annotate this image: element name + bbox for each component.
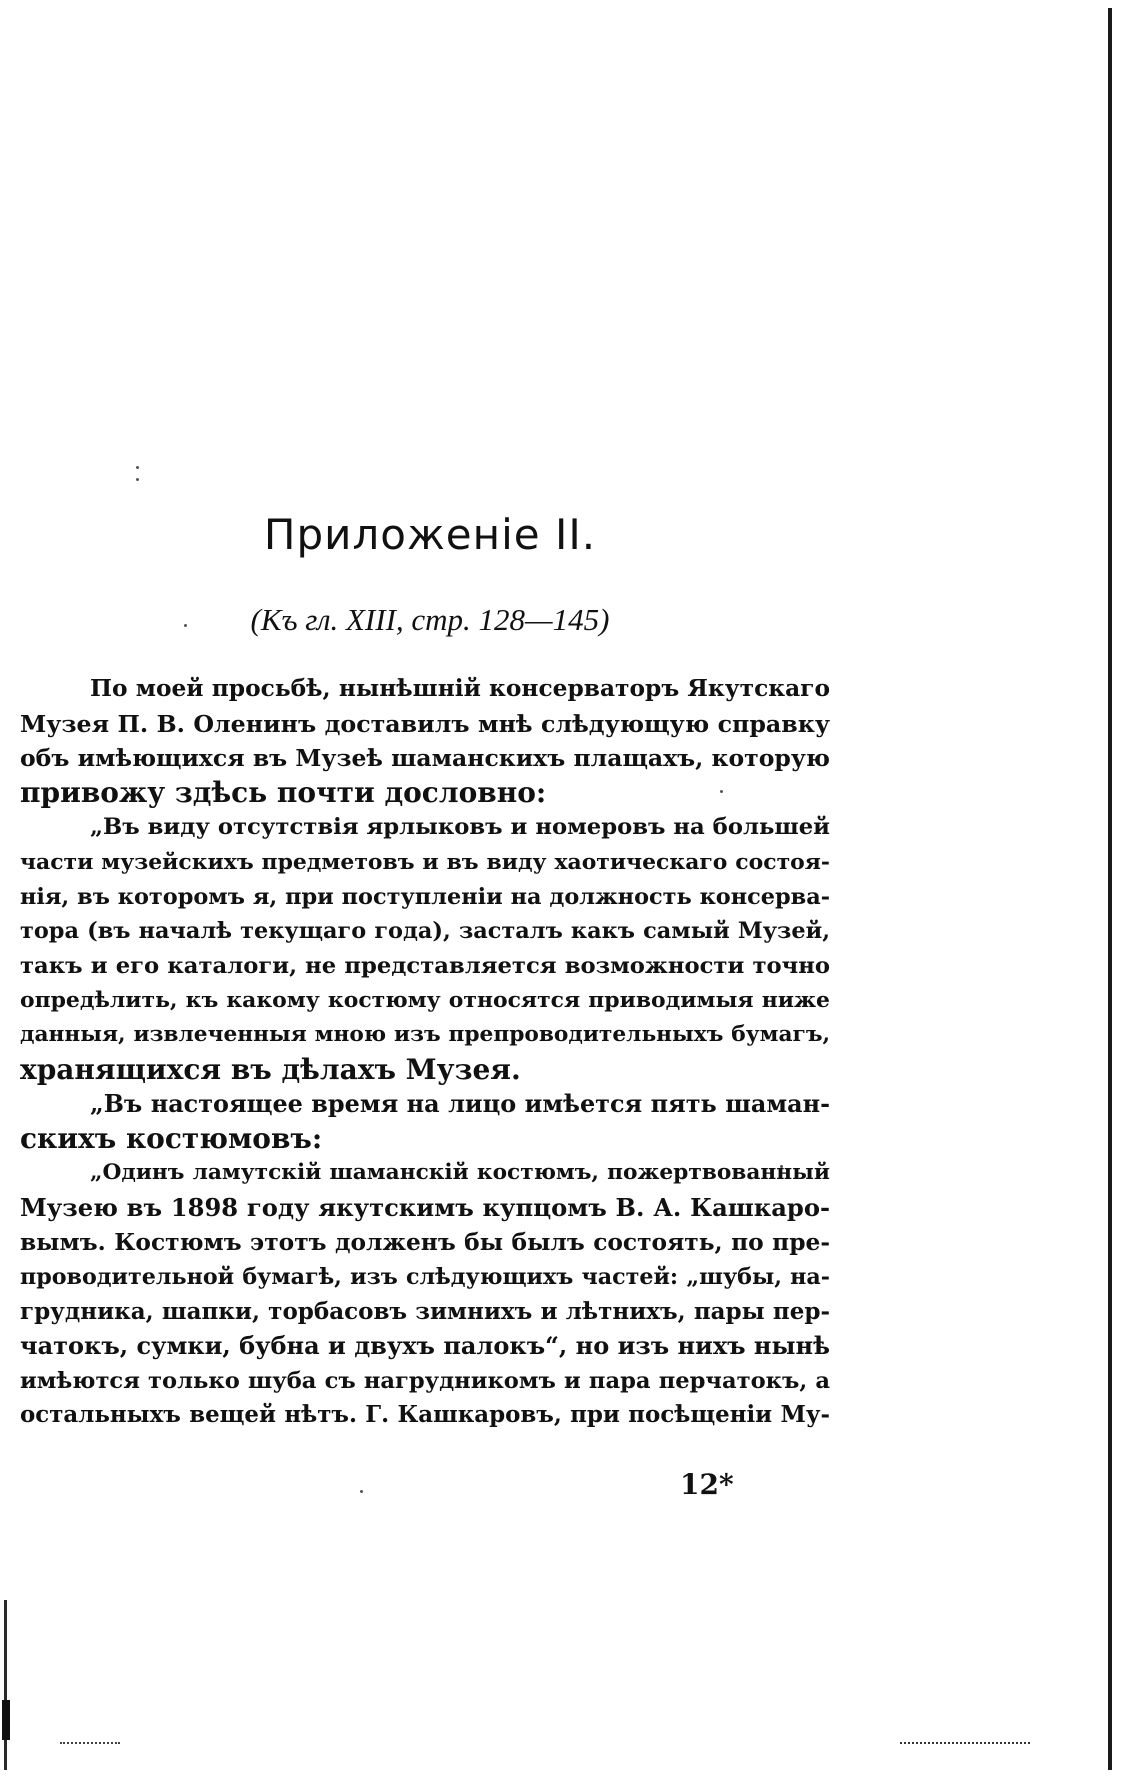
appendix-title: Приложеніе II. xyxy=(263,510,597,559)
scan-edge-right xyxy=(1108,8,1112,1770)
scan-mark-left xyxy=(2,1700,10,1740)
scan-speck xyxy=(136,466,139,469)
text-line: вымъ. Костюмъ этотъ долженъ бы былъ состоять, по пре- xyxy=(20,1228,830,1256)
text-line: нія, въ которомъ я, при поступленіи на должность консерва- xyxy=(20,883,830,910)
text-line: „Въ виду отсутствія ярлыковъ и номеровъ на большей xyxy=(90,814,830,841)
paragraph xyxy=(20,810,830,1087)
text-line: грудника, шапки, торбасовъ зимнихъ и лѣтнихъ, пары пер- xyxy=(20,1297,830,1325)
text-line: чатокъ, сумки, бубна и двухъ палокъ“, но изъ нихъ нынѣ xyxy=(20,1331,830,1361)
text-line: тора (въ началѣ текущаго года), засталъ какъ самый Музей, xyxy=(20,918,830,945)
text-line: „Одинъ ламутскій шаманскій костюмъ, пожертвованный xyxy=(90,1160,830,1186)
text-line: части музейскихъ предметовъ и въ виду хаотическаго состоя- xyxy=(20,848,830,875)
text-line: такъ и его каталоги, не представляется возможности точно xyxy=(20,952,830,979)
scan-speck xyxy=(136,478,139,481)
text-line: скихъ костюмовъ: xyxy=(20,1121,323,1155)
text-line: объ имѣющихся въ Музеѣ шаманскихъ плащахъ, которую xyxy=(20,744,830,773)
body-text xyxy=(20,672,830,1433)
text-line: хранящихся въ дѣлахъ Музея. xyxy=(20,1052,521,1086)
page-number: 12* xyxy=(680,1468,734,1501)
paragraph xyxy=(20,1156,830,1433)
text-line: имѣются только шуба съ нагрудникомъ и пара перчатокъ, а xyxy=(20,1367,830,1394)
paragraph xyxy=(20,672,830,810)
scan-speck xyxy=(360,1490,363,1493)
scan-dots-bottom-left xyxy=(60,1742,120,1746)
appendix-reference: (Къ гл. XIII, стр. 128—145) xyxy=(250,602,610,637)
paragraph xyxy=(20,1087,830,1156)
scan-dots-bottom-right xyxy=(900,1742,1030,1746)
text-line: привожу здѣсь почти дословно: xyxy=(20,775,547,809)
text-line: По моей просьбѣ, нынѣшній консерваторъ Якутскаго xyxy=(90,675,830,702)
text-line: проводительной бумагѣ, изъ слѣдующихъ частей: „шубы, на- xyxy=(20,1264,830,1291)
text-line: остальныхъ вещей нѣтъ. Г. Кашкаровъ, при посѣщеніи Му- xyxy=(20,1401,830,1429)
text-line: опредѣлить, къ какому костюму относятся приводимыя ниже xyxy=(20,987,830,1014)
text-line: „Въ настоящее время на лицо имѣется пять шаман- xyxy=(90,1090,830,1119)
text-line: Музею въ 1898 году якутскимъ купцомъ В. А. Кашкаро- xyxy=(20,1192,830,1222)
scan-edge-left xyxy=(4,1600,7,1770)
text-line: Музея П. В. Оленинъ доставилъ мнѣ слѣдующую справку xyxy=(20,709,830,738)
text-line: данныя, извлеченныя мною изъ препроводительныхъ бумагъ, xyxy=(20,1021,830,1047)
